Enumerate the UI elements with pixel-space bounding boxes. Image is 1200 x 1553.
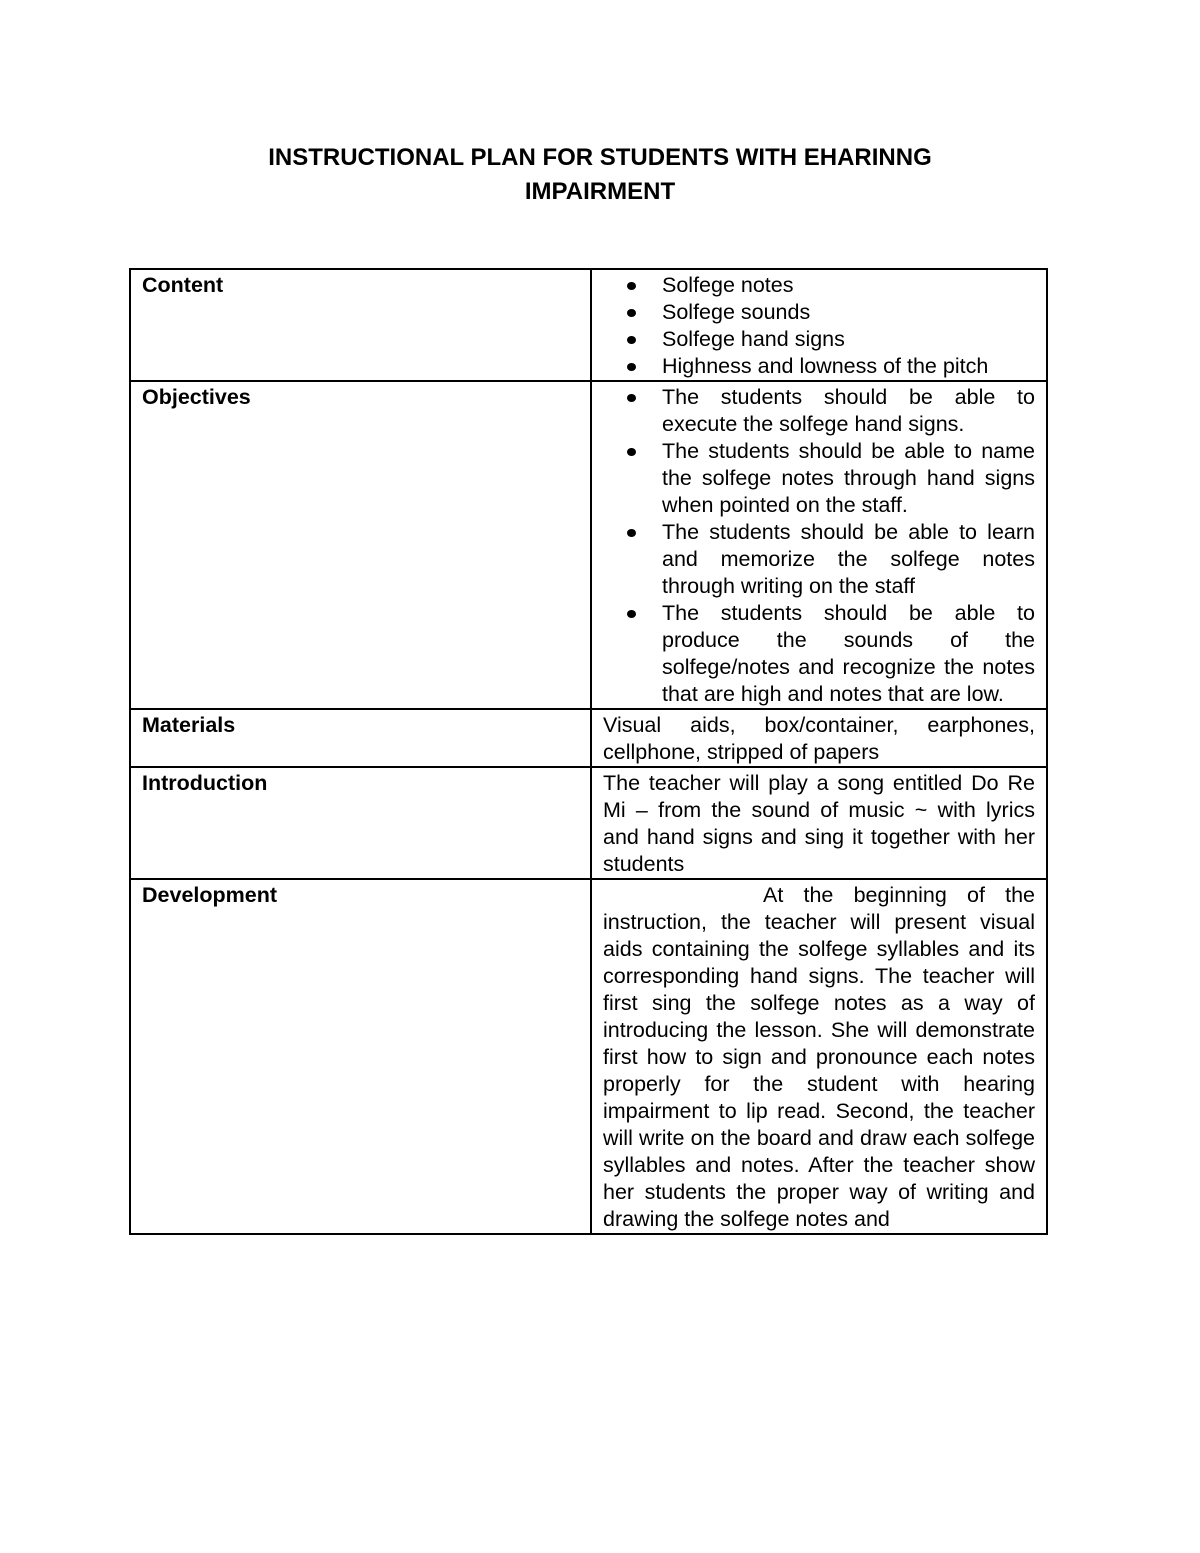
row-development [130, 879, 1047, 1234]
content-item: Highness and lowness of the pitch [662, 353, 1035, 380]
development-text: At the beginning of the instruction, the teacher will present visual aids containing the solfege syllables and its corresponding hand signs. The teacher will first sing the solfege notes as a way of introducing the lesson. She will demonstrate first how to sign and pronounce each notes properly for the student with hearing impairment to lip read. Second, the teacher will write on the board and draw each solfege syllables and notes. After the teacher show her students the proper way of writing and drawing the solfege notes and [591, 879, 1047, 1234]
introduction-text: The teacher will play a song entitled Do Re Mi – from the sound of music ~ with lyrics and hand signs and sing it together with her students [591, 767, 1047, 879]
introduction-label: Introduction [130, 767, 591, 879]
row-content [130, 269, 1047, 381]
development-label: Development [130, 879, 591, 1234]
content-cell [591, 269, 1047, 381]
objective-item: The students should be able to name the solfege notes through hand signs when pointed on the staff. [662, 439, 1035, 517]
materials-label: Materials [130, 709, 591, 767]
content-item: Solfege notes [662, 272, 1035, 299]
row-introduction [130, 767, 1047, 879]
objectives-cell [591, 381, 1047, 709]
objective-item: The students should be able to learn and memorize the solfege notes through writing on the staff [662, 520, 1035, 598]
objective-item: The students should be able to execute the solfege hand signs. [662, 385, 1035, 436]
content-item: Solfege hand signs [662, 326, 1035, 353]
objective-item: The students should be able to produce the sounds of the solfege/notes and recognize the notes that are high and notes that are low. [662, 601, 1035, 706]
title-line-2: IMPAIRMENT [524, 178, 676, 205]
content-label: Content [130, 269, 591, 381]
objectives-list [603, 384, 1035, 708]
instructional-plan-table [129, 268, 1048, 1235]
content-list [603, 272, 1035, 380]
objectives-label: Objectives [130, 381, 591, 709]
content-item: Solfege sounds [662, 299, 1035, 326]
title-line-1: INSTRUCTIONAL PLAN FOR STUDENTS WITH EHARINNG [268, 144, 932, 171]
row-objectives [130, 381, 1047, 709]
row-materials [130, 709, 1047, 767]
document-title [0, 141, 1200, 209]
materials-text: Visual aids, box/container, earphones, cellphone, stripped of papers [591, 709, 1047, 767]
